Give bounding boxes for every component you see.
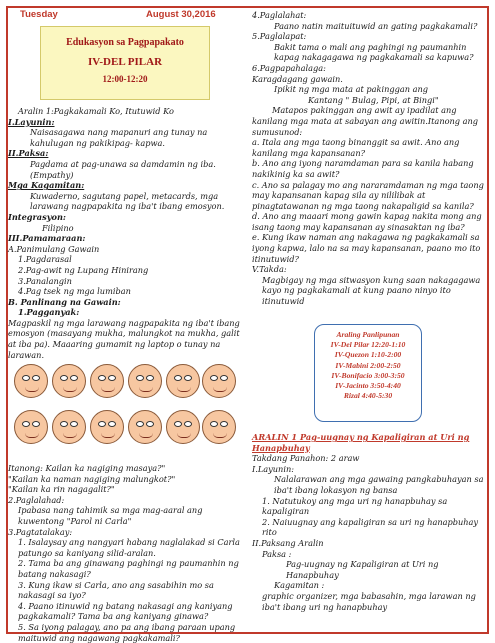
pagtatalakay-item: 5. Sa iyong palagay, ano pa ang ibang paraan upang maituwid ang nagawang pagkakamali? [18, 621, 236, 643]
pagganyak-text: Magpaskil ng mga larawang nagpapakita ng iba't ibang emosyon (masayang mukha, malungkot na mukha, galit at iba pa). Maaaring gumamit ng laptop o tunay na larawan. [8, 317, 240, 360]
ap-layunin-text: Nalalarawan ang mga gawaing pangkabuhayan sa iba't ibang lokasyon ng bansa [274, 474, 484, 495]
ipikit-text: Ipikit ng mga mata at pakinggan ang [274, 84, 428, 95]
ap-item: 2. Naiuugnay ang kapaligiran sa uri ng hanapbuhay rito [262, 516, 479, 538]
paglalahad-text: Ipabasa nang tahimik sa mga mag-aaral ang kuwentong "Parol ni Carla" [18, 505, 203, 526]
pagtatalakay-item: 3. Kung ikaw si Carla, ano ang sasabihin mo sa nakasagi sa iyo? [18, 579, 214, 601]
ap-lesson-heading: ARALIN 1 Pag-uugnay ng Kapaligiran at Uri ng Hanapbuhay [252, 432, 470, 453]
schedule-line: Rizal 4:40-5:30 [343, 391, 393, 401]
paglalahat-text: Paano natin maituituwid an gating pagkakamali? [274, 20, 478, 31]
face-icon [90, 364, 124, 398]
face-icon [90, 410, 124, 444]
pagtatalakay-item: 4. Paano itinuwid ng batang nakasagi ang kaniyang pagkakamali? Tama ba ang kaniyang ginawa? [18, 600, 233, 622]
question: "Kailan ka rin nagagalit?" [8, 484, 115, 495]
schedule-line: IV-Bonifacio 3:00-3:50 [331, 370, 405, 380]
subject-title: Edukasyon sa Pagpapakato [66, 37, 184, 48]
left-column-lower [8, 463, 240, 643]
right-column [252, 10, 488, 307]
panimula-item: 1.Pagdarasal [18, 254, 72, 265]
ap-layunin-heading: I.Layunin: [252, 463, 294, 474]
pamamaraan-heading: III.Pamamaraan: [8, 233, 86, 244]
date-bar [6, 8, 240, 22]
paksa-heading: II.Paksa: [8, 148, 49, 159]
schedule-box [314, 324, 422, 422]
karagdagang-text: Karagdagang gawain. [252, 73, 343, 84]
schedule-line: IV-Mabini 2:00-2:50 [335, 360, 401, 370]
question-item: e. Kung ikaw naman ang nakagawa ng pagkakamali sa iyong kapwa, lalo na sa may kapansanan, paano mo ito itinutuwid? [252, 232, 481, 264]
takdang-panahon: Takdang Panahon: 2 araw [252, 453, 360, 464]
face-icon [202, 364, 236, 398]
schedule-line: IV-Del Pilar 12:20-1:10 [330, 340, 406, 350]
pagtatalakay-item: 2. Tama ba ang ginawang paghingi ng paumanhin ng batang nakasagi? [18, 558, 239, 579]
ap-kagamitan-heading: Kagamitan : [274, 580, 325, 591]
right-column-lower [252, 432, 488, 612]
question-item: b. Ano ang iyong naramdaman para sa kanila habang nakikinig ka sa awit? [252, 158, 474, 179]
face-icon [166, 364, 200, 398]
matapos-text: Matapos pakinggan ang awit ay ipadilat ang kanilang mga mata at sabayan ang awitin.Itanong ang sumusunod: [252, 105, 479, 137]
emotion-faces-image [14, 360, 236, 460]
schedule-line: IV-Quezon 1:10-2:00 [334, 350, 402, 360]
paglalahat-heading: 4.Paglalahat: [252, 10, 307, 20]
layunin-heading: I.Layunin: [8, 116, 55, 127]
integrasyon-text: Filipino [42, 222, 74, 233]
ipikit-song: Kantang " Bulag, Pipi, at Bingi" [308, 94, 439, 105]
schedule-line: Araling Panlipunan [336, 330, 400, 339]
ap-kagamitan-text: graphic organizer, mga babasahin, mga larawan ng iba't ibang uri ng hanapbuhay [262, 590, 476, 612]
question: Itanong: Kailan ka nagiging masaya?" [8, 463, 166, 473]
paglinang-heading: B. Panlinang na Gawain: [8, 296, 121, 307]
question-item: c. Ano sa palagay mo ang nararamdaman ng mga taong may kapansanan kapag sila ay nililibak at pinagtatawanan ng mga taong nakapaligid sa kanila? [252, 179, 484, 211]
face-icon [52, 410, 86, 444]
face-icon [166, 410, 200, 444]
kagamitan-text: Kuwaderno, sagutang papel, metacards, mga larawang nagpapakita ng iba't ibang emosyon. [30, 190, 225, 212]
panimula-item: 4.Pag tsek ng mga lumiban [18, 286, 131, 297]
question-item: a. Itala ang mga taong binanggit sa awit. Ano ang kanilang mga kapansanan? [252, 137, 460, 158]
ap-paksa-text: Pag-uugnay ng Kapaligiran at Uri ng Hanapbuhay [286, 559, 439, 580]
face-icon [128, 410, 162, 444]
paglalahad-heading: 2.Paglalahad: [8, 494, 65, 505]
pagpapahalaga-heading: 6.Pagpapahalaga: [252, 62, 326, 73]
layunin-text: Naisasagawa nang mapanuri ang tunay na kahulugan ng pakikipag- kapwa. [30, 127, 208, 148]
takda-text: Magbigay ng mga sitwasyon kung saan nakagagawa kayo ng pagkakamali at kung paano ninyo ito itinutuwid [262, 274, 481, 307]
face-icon [14, 410, 48, 444]
face-icon [128, 364, 162, 398]
schedule-line: IV-Jacinto 3:50-4:40 [335, 381, 401, 391]
integrasyon-heading: Integrasyon: [8, 211, 66, 222]
kagamitan-heading: Mga Kagamitan: [8, 180, 85, 191]
panimula-item: 3.Panalangin [18, 275, 72, 286]
takda-heading: V.Takda: [252, 264, 287, 275]
paksa-text: Pagdama at pag-unawa sa damdamin ng iba.(Empathy) [30, 158, 216, 180]
panimula-heading: A.Panimulang Gawain [8, 243, 100, 254]
lesson-title: Aralin 1:Pagkakamali Ko, Itutuwid Ko [18, 106, 174, 116]
section-title: IV-DEL PILAR [87, 56, 163, 68]
title-box [40, 26, 210, 100]
pagganyak-heading: 1.Pagganyak: [18, 307, 80, 318]
day-label: Tuesday [20, 9, 58, 20]
face-icon [14, 364, 48, 398]
time-title: 12:00-12:20 [102, 74, 148, 84]
left-column [8, 106, 240, 360]
question: "Kailan ka naman nagiging malungkot?" [8, 473, 176, 484]
question-item: d. Ano ang maaari mong gawin kapag nakita mong ang isang taong may kapansanan ay sinasaktan ng iba? [252, 211, 482, 232]
pagtatalakay-item: 1. Isalaysay ang nangyari habang naglalakad si Carla patungo sa kaniyang silid-aralan. [18, 537, 240, 558]
date-label: August 30,2016 [146, 9, 216, 20]
paglalapat-text: Bakit tama o mali ang paghingi ng paumanhin kapag nakagagawa ng pagkakamali sa kapuwa? [274, 41, 474, 63]
ap-item: 1. Natutukoy ang mga uri ng hanapbuhay sa kapaligiran [262, 495, 448, 517]
panimula-item: 2.Pag-awit ng Lupang Hinirang [18, 264, 149, 275]
ap-paksa-sub: Paksa : [262, 548, 292, 559]
face-icon [52, 364, 86, 398]
paglalapat-heading: 5.Paglalapat: [252, 31, 307, 42]
face-icon [202, 410, 236, 444]
pagtatalakay-heading: 3.Pagtatalakay: [8, 526, 73, 537]
ap-paksa-heading: II.Paksang Aralin [252, 537, 324, 548]
